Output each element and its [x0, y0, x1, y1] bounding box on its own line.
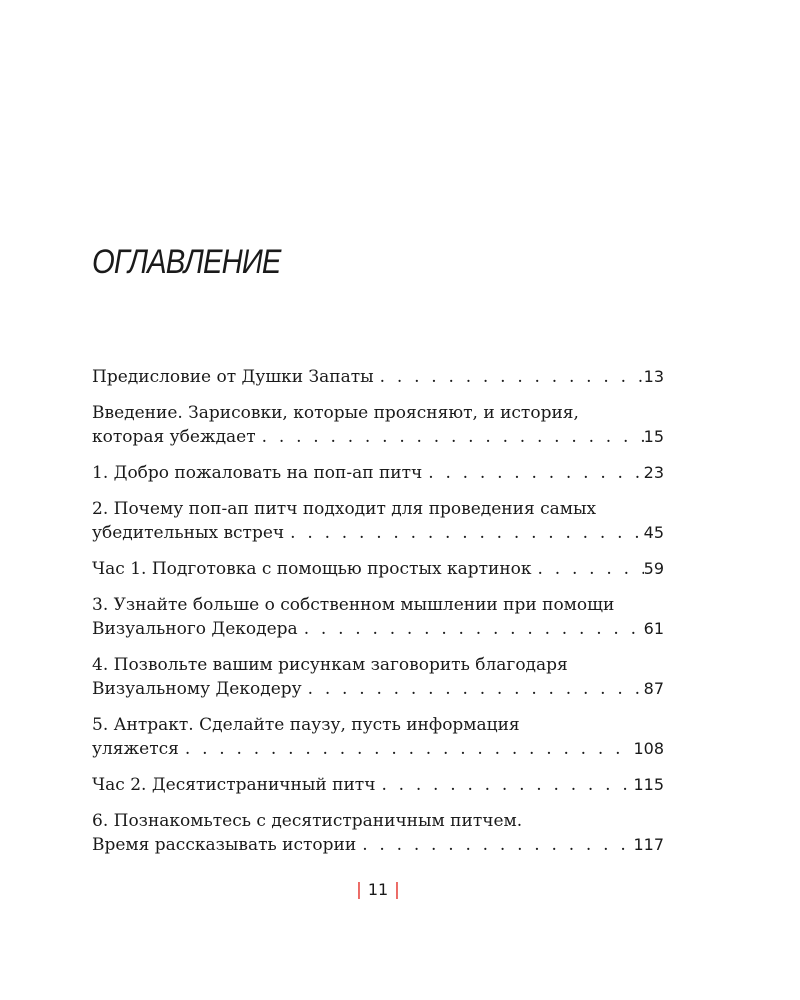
toc-page-number: 23 — [643, 463, 664, 482]
toc-entry-introduction — [92, 401, 664, 449]
table-of-contents — [92, 365, 664, 869]
toc-page-number: 108 — [633, 739, 664, 758]
toc-entry-title-continued: убедительных встреч — [92, 523, 285, 543]
toc-page-number: 87 — [643, 679, 664, 698]
toc-page-number: 15 — [643, 427, 664, 446]
toc-entry-title: 2. Почему поп-ап питч подходит для проведения самых — [92, 499, 597, 519]
toc-entry-title: 1. Добро пожаловать на поп-ап питч — [92, 463, 423, 483]
toc-page-number: 115 — [633, 775, 664, 794]
dot-leader — [256, 425, 644, 449]
toc-entry-title: 6. Познакомьтесь с десятистраничным питчем. — [92, 811, 523, 831]
toc-entry-title-continued: уляжется — [92, 739, 179, 759]
dot-leader — [298, 617, 644, 641]
toc-entry-chapter-4 — [92, 653, 664, 701]
toc-page-number: 13 — [643, 367, 664, 386]
toc-entry-preface — [92, 365, 664, 389]
folio-left-bar: | — [356, 880, 362, 900]
toc-entry-chapter-1 — [92, 461, 664, 485]
toc-page-number: 59 — [643, 559, 664, 578]
toc-entry-hour-1 — [92, 557, 664, 581]
toc-entry-title: Час 1. Подготовка с помощью простых картинок — [92, 559, 532, 579]
dot-leader — [179, 737, 634, 761]
dot-leader — [302, 677, 644, 701]
dot-leader — [284, 521, 643, 545]
toc-entry-title-continued: Время рассказывать истории — [92, 835, 357, 855]
toc-entry-title: Предисловие от Душки Запаты — [92, 367, 374, 387]
toc-page-number: 45 — [643, 523, 664, 542]
dot-leader — [374, 365, 644, 389]
toc-entry-chapter-6 — [92, 809, 664, 857]
toc-page-number: 61 — [643, 619, 664, 638]
toc-entry-title: 5. Антракт. Сделайте паузу, пусть информация — [92, 715, 520, 735]
toc-entry-title: 3. Узнайте больше о собственном мышлении при помощи — [92, 595, 615, 615]
toc-entry-title: Введение. Зарисовки, которые проясняют, и история, — [92, 403, 579, 423]
dot-leader — [375, 773, 633, 797]
page-title: ОГЛАВЛЕНИЕ — [92, 243, 281, 281]
toc-entry-title: 4. Позвольте вашим рисункам заговорить благодаря — [92, 655, 568, 675]
dot-leader — [532, 557, 644, 581]
toc-entry-title: Час 2. Десятистраничный питч — [92, 775, 376, 795]
dot-leader — [422, 461, 643, 485]
toc-entry-chapter-3 — [92, 593, 664, 641]
folio-page-number: 11 — [367, 880, 389, 899]
toc-entry-chapter-2 — [92, 497, 664, 545]
toc-entry-title-continued: Визуального Декодера — [92, 619, 298, 639]
toc-page-number: 117 — [633, 835, 664, 854]
toc-entry-hour-2 — [92, 773, 664, 797]
dot-leader — [356, 833, 633, 857]
toc-entry-title-continued: которая убеждает — [92, 427, 256, 447]
folio-right-bar: | — [394, 880, 400, 900]
page-footer — [0, 880, 756, 900]
toc-entry-title-continued: Визуальному Декодеру — [92, 679, 302, 699]
toc-entry-chapter-5 — [92, 713, 664, 761]
